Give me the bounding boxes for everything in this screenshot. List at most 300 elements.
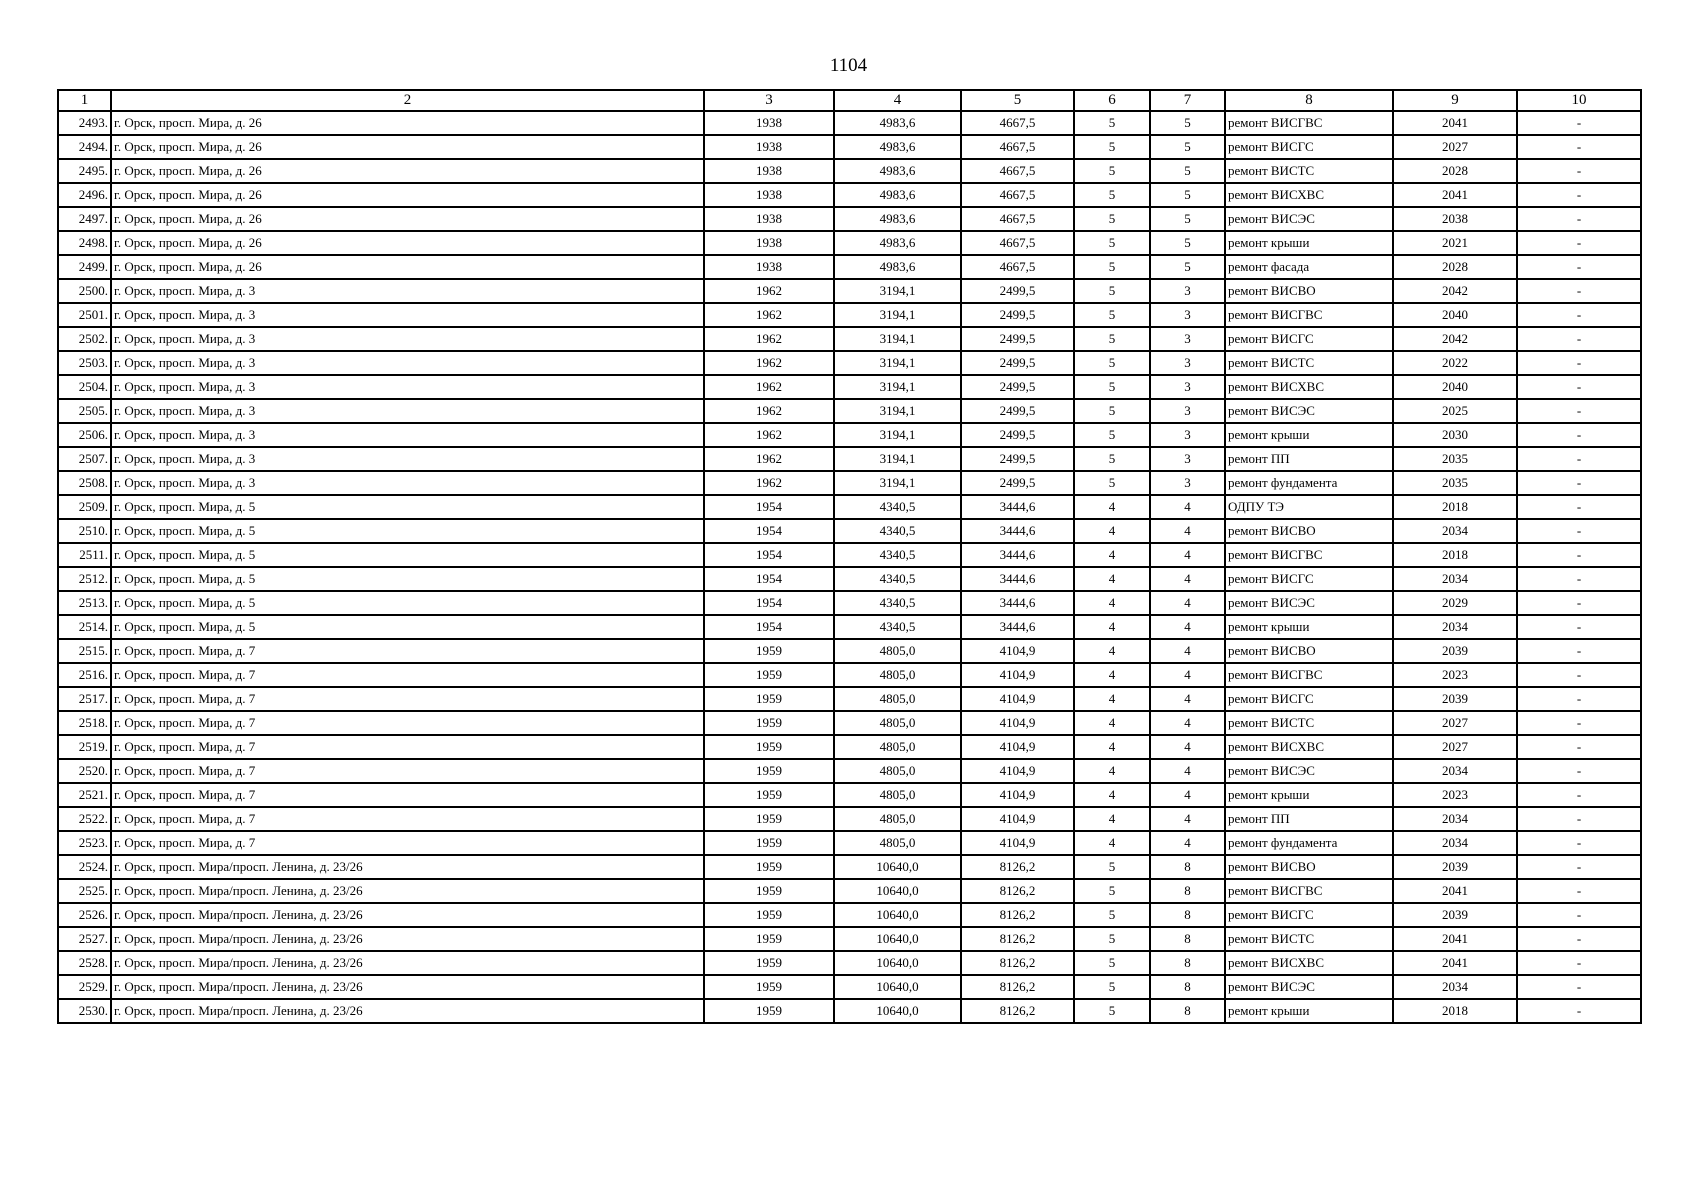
entrances-cell: 5 <box>1150 255 1225 279</box>
year-built-cell: 1938 <box>704 231 834 255</box>
year-built-cell: 1954 <box>704 615 834 639</box>
residential-area-cell: 2499,5 <box>961 399 1074 423</box>
floors-cell: 5 <box>1074 975 1150 999</box>
work-type-cell: ремонт ВИСТС <box>1225 159 1393 183</box>
address-cell: г. Орск, просп. Мира, д. 26 <box>111 183 704 207</box>
note-cell: - <box>1517 831 1641 855</box>
work-type-cell: ремонт крыши <box>1225 783 1393 807</box>
row-number-cell: 2511. <box>58 543 111 567</box>
floors-cell: 4 <box>1074 519 1150 543</box>
total-area-cell: 4805,0 <box>834 807 961 831</box>
year-built-cell: 1938 <box>704 255 834 279</box>
entrances-cell: 5 <box>1150 159 1225 183</box>
row-number-cell: 2519. <box>58 735 111 759</box>
address-cell: г. Орск, просп. Мира/просп. Ленина, д. 23/26 <box>111 879 704 903</box>
row-number-cell: 2497. <box>58 207 111 231</box>
year-built-cell: 1959 <box>704 735 834 759</box>
total-area-cell: 4983,6 <box>834 207 961 231</box>
row-number-cell: 2517. <box>58 687 111 711</box>
work-type-cell: ремонт фундамента <box>1225 471 1393 495</box>
planned-year-cell: 2034 <box>1393 519 1517 543</box>
note-cell: - <box>1517 543 1641 567</box>
row-number-cell: 2525. <box>58 879 111 903</box>
row-number-cell: 2506. <box>58 423 111 447</box>
year-built-cell: 1959 <box>704 639 834 663</box>
table-row <box>58 927 1641 951</box>
floors-cell: 5 <box>1074 351 1150 375</box>
year-built-cell: 1959 <box>704 711 834 735</box>
note-cell: - <box>1517 591 1641 615</box>
planned-year-cell: 2030 <box>1393 423 1517 447</box>
note-cell: - <box>1517 327 1641 351</box>
address-cell: г. Орск, просп. Мира/просп. Ленина, д. 23/26 <box>111 903 704 927</box>
address-cell: г. Орск, просп. Мира, д. 3 <box>111 303 704 327</box>
year-built-cell: 1938 <box>704 111 834 135</box>
residential-area-cell: 4667,5 <box>961 207 1074 231</box>
table-row <box>58 903 1641 927</box>
note-cell: - <box>1517 111 1641 135</box>
floors-cell: 4 <box>1074 495 1150 519</box>
row-number-cell: 2516. <box>58 663 111 687</box>
planned-year-cell: 2027 <box>1393 135 1517 159</box>
address-cell: г. Орск, просп. Мира, д. 5 <box>111 591 704 615</box>
residential-area-cell: 2499,5 <box>961 447 1074 471</box>
row-number-cell: 2496. <box>58 183 111 207</box>
row-number-cell: 2503. <box>58 351 111 375</box>
planned-year-cell: 2025 <box>1393 399 1517 423</box>
table-row <box>58 207 1641 231</box>
address-cell: г. Орск, просп. Мира, д. 5 <box>111 567 704 591</box>
year-built-cell: 1962 <box>704 303 834 327</box>
table-row <box>58 831 1641 855</box>
note-cell: - <box>1517 999 1641 1023</box>
entrances-cell: 4 <box>1150 495 1225 519</box>
registry-table <box>57 89 1642 1024</box>
floors-cell: 5 <box>1074 231 1150 255</box>
row-number-cell: 2501. <box>58 303 111 327</box>
column-header: 4 <box>834 90 961 111</box>
residential-area-cell: 8126,2 <box>961 903 1074 927</box>
floors-cell: 5 <box>1074 879 1150 903</box>
planned-year-cell: 2039 <box>1393 687 1517 711</box>
work-type-cell: ремонт ВИСГС <box>1225 135 1393 159</box>
note-cell: - <box>1517 471 1641 495</box>
row-number-cell: 2529. <box>58 975 111 999</box>
note-cell: - <box>1517 735 1641 759</box>
year-built-cell: 1959 <box>704 951 834 975</box>
total-area-cell: 4983,6 <box>834 159 961 183</box>
row-number-cell: 2502. <box>58 327 111 351</box>
note-cell: - <box>1517 927 1641 951</box>
planned-year-cell: 2039 <box>1393 855 1517 879</box>
address-cell: г. Орск, просп. Мира, д. 3 <box>111 447 704 471</box>
address-cell: г. Орск, просп. Мира, д. 7 <box>111 687 704 711</box>
year-built-cell: 1959 <box>704 831 834 855</box>
table-row <box>58 567 1641 591</box>
total-area-cell: 4983,6 <box>834 183 961 207</box>
address-cell: г. Орск, просп. Мира/просп. Ленина, д. 23/26 <box>111 855 704 879</box>
note-cell: - <box>1517 351 1641 375</box>
work-type-cell: ремонт ПП <box>1225 807 1393 831</box>
work-type-cell: ремонт крыши <box>1225 423 1393 447</box>
planned-year-cell: 2039 <box>1393 639 1517 663</box>
planned-year-cell: 2022 <box>1393 351 1517 375</box>
total-area-cell: 4340,5 <box>834 543 961 567</box>
address-cell: г. Орск, просп. Мира, д. 7 <box>111 735 704 759</box>
address-cell: г. Орск, просп. Мира, д. 7 <box>111 807 704 831</box>
year-built-cell: 1962 <box>704 351 834 375</box>
floors-cell: 5 <box>1074 447 1150 471</box>
year-built-cell: 1962 <box>704 423 834 447</box>
row-number-cell: 2515. <box>58 639 111 663</box>
note-cell: - <box>1517 687 1641 711</box>
table-row <box>58 807 1641 831</box>
total-area-cell: 4340,5 <box>834 495 961 519</box>
note-cell: - <box>1517 711 1641 735</box>
entrances-cell: 3 <box>1150 471 1225 495</box>
address-cell: г. Орск, просп. Мира, д. 5 <box>111 615 704 639</box>
planned-year-cell: 2027 <box>1393 735 1517 759</box>
total-area-cell: 3194,1 <box>834 471 961 495</box>
total-area-cell: 10640,0 <box>834 879 961 903</box>
residential-area-cell: 8126,2 <box>961 879 1074 903</box>
address-cell: г. Орск, просп. Мира, д. 3 <box>111 471 704 495</box>
floors-cell: 5 <box>1074 903 1150 927</box>
total-area-cell: 4340,5 <box>834 591 961 615</box>
planned-year-cell: 2018 <box>1393 543 1517 567</box>
total-area-cell: 3194,1 <box>834 351 961 375</box>
note-cell: - <box>1517 399 1641 423</box>
table-body <box>58 111 1641 1023</box>
residential-area-cell: 4104,9 <box>961 783 1074 807</box>
work-type-cell: ремонт ВИСЭС <box>1225 975 1393 999</box>
floors-cell: 5 <box>1074 327 1150 351</box>
residential-area-cell: 4104,9 <box>961 639 1074 663</box>
total-area-cell: 4340,5 <box>834 615 961 639</box>
table-row <box>58 375 1641 399</box>
address-cell: г. Орск, просп. Мира, д. 3 <box>111 399 704 423</box>
work-type-cell: ремонт ВИСГВС <box>1225 111 1393 135</box>
note-cell: - <box>1517 303 1641 327</box>
column-header: 3 <box>704 90 834 111</box>
floors-cell: 5 <box>1074 159 1150 183</box>
work-type-cell: ремонт фундамента <box>1225 831 1393 855</box>
work-type-cell: ремонт крыши <box>1225 615 1393 639</box>
row-number-cell: 2513. <box>58 591 111 615</box>
residential-area-cell: 2499,5 <box>961 279 1074 303</box>
row-number-cell: 2500. <box>58 279 111 303</box>
residential-area-cell: 4667,5 <box>961 159 1074 183</box>
year-built-cell: 1954 <box>704 495 834 519</box>
column-header: 9 <box>1393 90 1517 111</box>
year-built-cell: 1962 <box>704 375 834 399</box>
floors-cell: 4 <box>1074 711 1150 735</box>
planned-year-cell: 2035 <box>1393 471 1517 495</box>
address-cell: г. Орск, просп. Мира, д. 3 <box>111 327 704 351</box>
work-type-cell: ремонт ВИСХВС <box>1225 375 1393 399</box>
floors-cell: 5 <box>1074 399 1150 423</box>
residential-area-cell: 8126,2 <box>961 999 1074 1023</box>
residential-area-cell: 2499,5 <box>961 375 1074 399</box>
residential-area-cell: 2499,5 <box>961 303 1074 327</box>
note-cell: - <box>1517 567 1641 591</box>
address-cell: г. Орск, просп. Мира, д. 26 <box>111 255 704 279</box>
table-row <box>58 327 1641 351</box>
row-number-cell: 2510. <box>58 519 111 543</box>
residential-area-cell: 2499,5 <box>961 471 1074 495</box>
address-cell: г. Орск, просп. Мира, д. 3 <box>111 375 704 399</box>
entrances-cell: 4 <box>1150 543 1225 567</box>
residential-area-cell: 2499,5 <box>961 351 1074 375</box>
entrances-cell: 4 <box>1150 567 1225 591</box>
work-type-cell: ремонт ВИСХВС <box>1225 951 1393 975</box>
residential-area-cell: 3444,6 <box>961 543 1074 567</box>
note-cell: - <box>1517 519 1641 543</box>
column-header: 10 <box>1517 90 1641 111</box>
year-built-cell: 1959 <box>704 903 834 927</box>
entrances-cell: 4 <box>1150 711 1225 735</box>
entrances-cell: 4 <box>1150 807 1225 831</box>
floors-cell: 4 <box>1074 663 1150 687</box>
row-number-cell: 2499. <box>58 255 111 279</box>
table-row <box>58 351 1641 375</box>
entrances-cell: 4 <box>1150 759 1225 783</box>
planned-year-cell: 2041 <box>1393 183 1517 207</box>
note-cell: - <box>1517 183 1641 207</box>
year-built-cell: 1954 <box>704 567 834 591</box>
entrances-cell: 3 <box>1150 399 1225 423</box>
work-type-cell: ремонт ПП <box>1225 447 1393 471</box>
total-area-cell: 10640,0 <box>834 855 961 879</box>
column-header: 8 <box>1225 90 1393 111</box>
address-cell: г. Орск, просп. Мира, д. 26 <box>111 207 704 231</box>
table-row <box>58 975 1641 999</box>
total-area-cell: 4805,0 <box>834 735 961 759</box>
column-header: 6 <box>1074 90 1150 111</box>
residential-area-cell: 3444,6 <box>961 567 1074 591</box>
column-header: 5 <box>961 90 1074 111</box>
entrances-cell: 8 <box>1150 903 1225 927</box>
work-type-cell: ремонт крыши <box>1225 999 1393 1023</box>
planned-year-cell: 2035 <box>1393 447 1517 471</box>
residential-area-cell: 3444,6 <box>961 495 1074 519</box>
floors-cell: 5 <box>1074 375 1150 399</box>
table-row <box>58 735 1641 759</box>
note-cell: - <box>1517 855 1641 879</box>
address-cell: г. Орск, просп. Мира/просп. Ленина, д. 23/26 <box>111 999 704 1023</box>
address-cell: г. Орск, просп. Мира/просп. Ленина, д. 23/26 <box>111 951 704 975</box>
work-type-cell: ремонт ВИСТС <box>1225 351 1393 375</box>
total-area-cell: 4805,0 <box>834 687 961 711</box>
entrances-cell: 3 <box>1150 375 1225 399</box>
entrances-cell: 8 <box>1150 879 1225 903</box>
entrances-cell: 8 <box>1150 975 1225 999</box>
entrances-cell: 4 <box>1150 591 1225 615</box>
entrances-cell: 4 <box>1150 687 1225 711</box>
residential-area-cell: 4667,5 <box>961 135 1074 159</box>
floors-cell: 4 <box>1074 591 1150 615</box>
planned-year-cell: 2018 <box>1393 495 1517 519</box>
work-type-cell: ремонт ВИСЭС <box>1225 759 1393 783</box>
residential-area-cell: 4667,5 <box>961 231 1074 255</box>
note-cell: - <box>1517 903 1641 927</box>
work-type-cell: ремонт ВИСВО <box>1225 279 1393 303</box>
planned-year-cell: 2029 <box>1393 591 1517 615</box>
planned-year-cell: 2028 <box>1393 159 1517 183</box>
total-area-cell: 3194,1 <box>834 399 961 423</box>
residential-area-cell: 4104,9 <box>961 831 1074 855</box>
address-cell: г. Орск, просп. Мира, д. 5 <box>111 519 704 543</box>
year-built-cell: 1959 <box>704 687 834 711</box>
row-number-cell: 2521. <box>58 783 111 807</box>
residential-area-cell: 4104,9 <box>961 663 1074 687</box>
planned-year-cell: 2034 <box>1393 567 1517 591</box>
total-area-cell: 3194,1 <box>834 375 961 399</box>
row-number-cell: 2509. <box>58 495 111 519</box>
entrances-cell: 4 <box>1150 735 1225 759</box>
note-cell: - <box>1517 495 1641 519</box>
total-area-cell: 4983,6 <box>834 231 961 255</box>
residential-area-cell: 8126,2 <box>961 975 1074 999</box>
planned-year-cell: 2039 <box>1393 903 1517 927</box>
row-number-cell: 2527. <box>58 927 111 951</box>
work-type-cell: ремонт ВИСГС <box>1225 903 1393 927</box>
table-row <box>58 519 1641 543</box>
row-number-cell: 2507. <box>58 447 111 471</box>
note-cell: - <box>1517 975 1641 999</box>
table-row <box>58 855 1641 879</box>
table-row <box>58 759 1641 783</box>
table-row <box>58 999 1641 1023</box>
table-row <box>58 471 1641 495</box>
table-row <box>58 279 1641 303</box>
total-area-cell: 4805,0 <box>834 783 961 807</box>
table-row <box>58 639 1641 663</box>
planned-year-cell: 2018 <box>1393 999 1517 1023</box>
entrances-cell: 8 <box>1150 951 1225 975</box>
address-cell: г. Орск, просп. Мира, д. 7 <box>111 759 704 783</box>
planned-year-cell: 2034 <box>1393 615 1517 639</box>
year-built-cell: 1962 <box>704 447 834 471</box>
entrances-cell: 8 <box>1150 855 1225 879</box>
planned-year-cell: 2028 <box>1393 255 1517 279</box>
residential-area-cell: 4104,9 <box>961 711 1074 735</box>
table-row <box>58 399 1641 423</box>
work-type-cell: ремонт ВИСХВС <box>1225 735 1393 759</box>
row-number-cell: 2494. <box>58 135 111 159</box>
work-type-cell: ремонт ВИСГВС <box>1225 303 1393 327</box>
total-area-cell: 4983,6 <box>834 255 961 279</box>
floors-cell: 4 <box>1074 567 1150 591</box>
note-cell: - <box>1517 159 1641 183</box>
note-cell: - <box>1517 663 1641 687</box>
entrances-cell: 8 <box>1150 999 1225 1023</box>
row-number-cell: 2526. <box>58 903 111 927</box>
column-header: 2 <box>111 90 704 111</box>
row-number-cell: 2530. <box>58 999 111 1023</box>
work-type-cell: ремонт ВИСВО <box>1225 639 1393 663</box>
table-row <box>58 111 1641 135</box>
residential-area-cell: 4667,5 <box>961 255 1074 279</box>
work-type-cell: ремонт фасада <box>1225 255 1393 279</box>
address-cell: г. Орск, просп. Мира, д. 26 <box>111 159 704 183</box>
entrances-cell: 3 <box>1150 303 1225 327</box>
entrances-cell: 5 <box>1150 207 1225 231</box>
total-area-cell: 4805,0 <box>834 663 961 687</box>
row-number-cell: 2505. <box>58 399 111 423</box>
table-row <box>58 879 1641 903</box>
floors-cell: 5 <box>1074 135 1150 159</box>
residential-area-cell: 4104,9 <box>961 687 1074 711</box>
table-row <box>58 687 1641 711</box>
work-type-cell: ремонт ВИСЭС <box>1225 591 1393 615</box>
entrances-cell: 4 <box>1150 519 1225 543</box>
note-cell: - <box>1517 951 1641 975</box>
floors-cell: 4 <box>1074 759 1150 783</box>
work-type-cell: ремонт ВИСТС <box>1225 711 1393 735</box>
total-area-cell: 4983,6 <box>834 111 961 135</box>
entrances-cell: 5 <box>1150 183 1225 207</box>
entrances-cell: 4 <box>1150 663 1225 687</box>
row-number-cell: 2498. <box>58 231 111 255</box>
work-type-cell: ремонт ВИСТС <box>1225 927 1393 951</box>
floors-cell: 4 <box>1074 639 1150 663</box>
note-cell: - <box>1517 639 1641 663</box>
floors-cell: 5 <box>1074 111 1150 135</box>
residential-area-cell: 4104,9 <box>961 759 1074 783</box>
residential-area-cell: 8126,2 <box>961 855 1074 879</box>
year-built-cell: 1959 <box>704 999 834 1023</box>
work-type-cell: ОДПУ ТЭ <box>1225 495 1393 519</box>
floors-cell: 4 <box>1074 615 1150 639</box>
year-built-cell: 1962 <box>704 471 834 495</box>
entrances-cell: 4 <box>1150 615 1225 639</box>
planned-year-cell: 2041 <box>1393 879 1517 903</box>
floors-cell: 4 <box>1074 543 1150 567</box>
total-area-cell: 4340,5 <box>834 519 961 543</box>
row-number-cell: 2522. <box>58 807 111 831</box>
year-built-cell: 1959 <box>704 855 834 879</box>
address-cell: г. Орск, просп. Мира, д. 3 <box>111 351 704 375</box>
total-area-cell: 4805,0 <box>834 711 961 735</box>
planned-year-cell: 2041 <box>1393 927 1517 951</box>
entrances-cell: 5 <box>1150 111 1225 135</box>
planned-year-cell: 2034 <box>1393 759 1517 783</box>
work-type-cell: ремонт ВИСГВС <box>1225 879 1393 903</box>
year-built-cell: 1959 <box>704 975 834 999</box>
address-cell: г. Орск, просп. Мира, д. 7 <box>111 711 704 735</box>
year-built-cell: 1959 <box>704 663 834 687</box>
entrances-cell: 4 <box>1150 831 1225 855</box>
planned-year-cell: 2034 <box>1393 807 1517 831</box>
residential-area-cell: 3444,6 <box>961 615 1074 639</box>
note-cell: - <box>1517 423 1641 447</box>
work-type-cell: ремонт ВИСВО <box>1225 519 1393 543</box>
floors-cell: 5 <box>1074 927 1150 951</box>
table-row <box>58 591 1641 615</box>
planned-year-cell: 2042 <box>1393 279 1517 303</box>
floors-cell: 5 <box>1074 951 1150 975</box>
planned-year-cell: 2034 <box>1393 975 1517 999</box>
total-area-cell: 4805,0 <box>834 639 961 663</box>
work-type-cell: ремонт ВИСГВС <box>1225 543 1393 567</box>
table-row <box>58 951 1641 975</box>
year-built-cell: 1959 <box>704 759 834 783</box>
table-row <box>58 663 1641 687</box>
note-cell: - <box>1517 879 1641 903</box>
address-cell: г. Орск, просп. Мира, д. 7 <box>111 639 704 663</box>
residential-area-cell: 2499,5 <box>961 327 1074 351</box>
